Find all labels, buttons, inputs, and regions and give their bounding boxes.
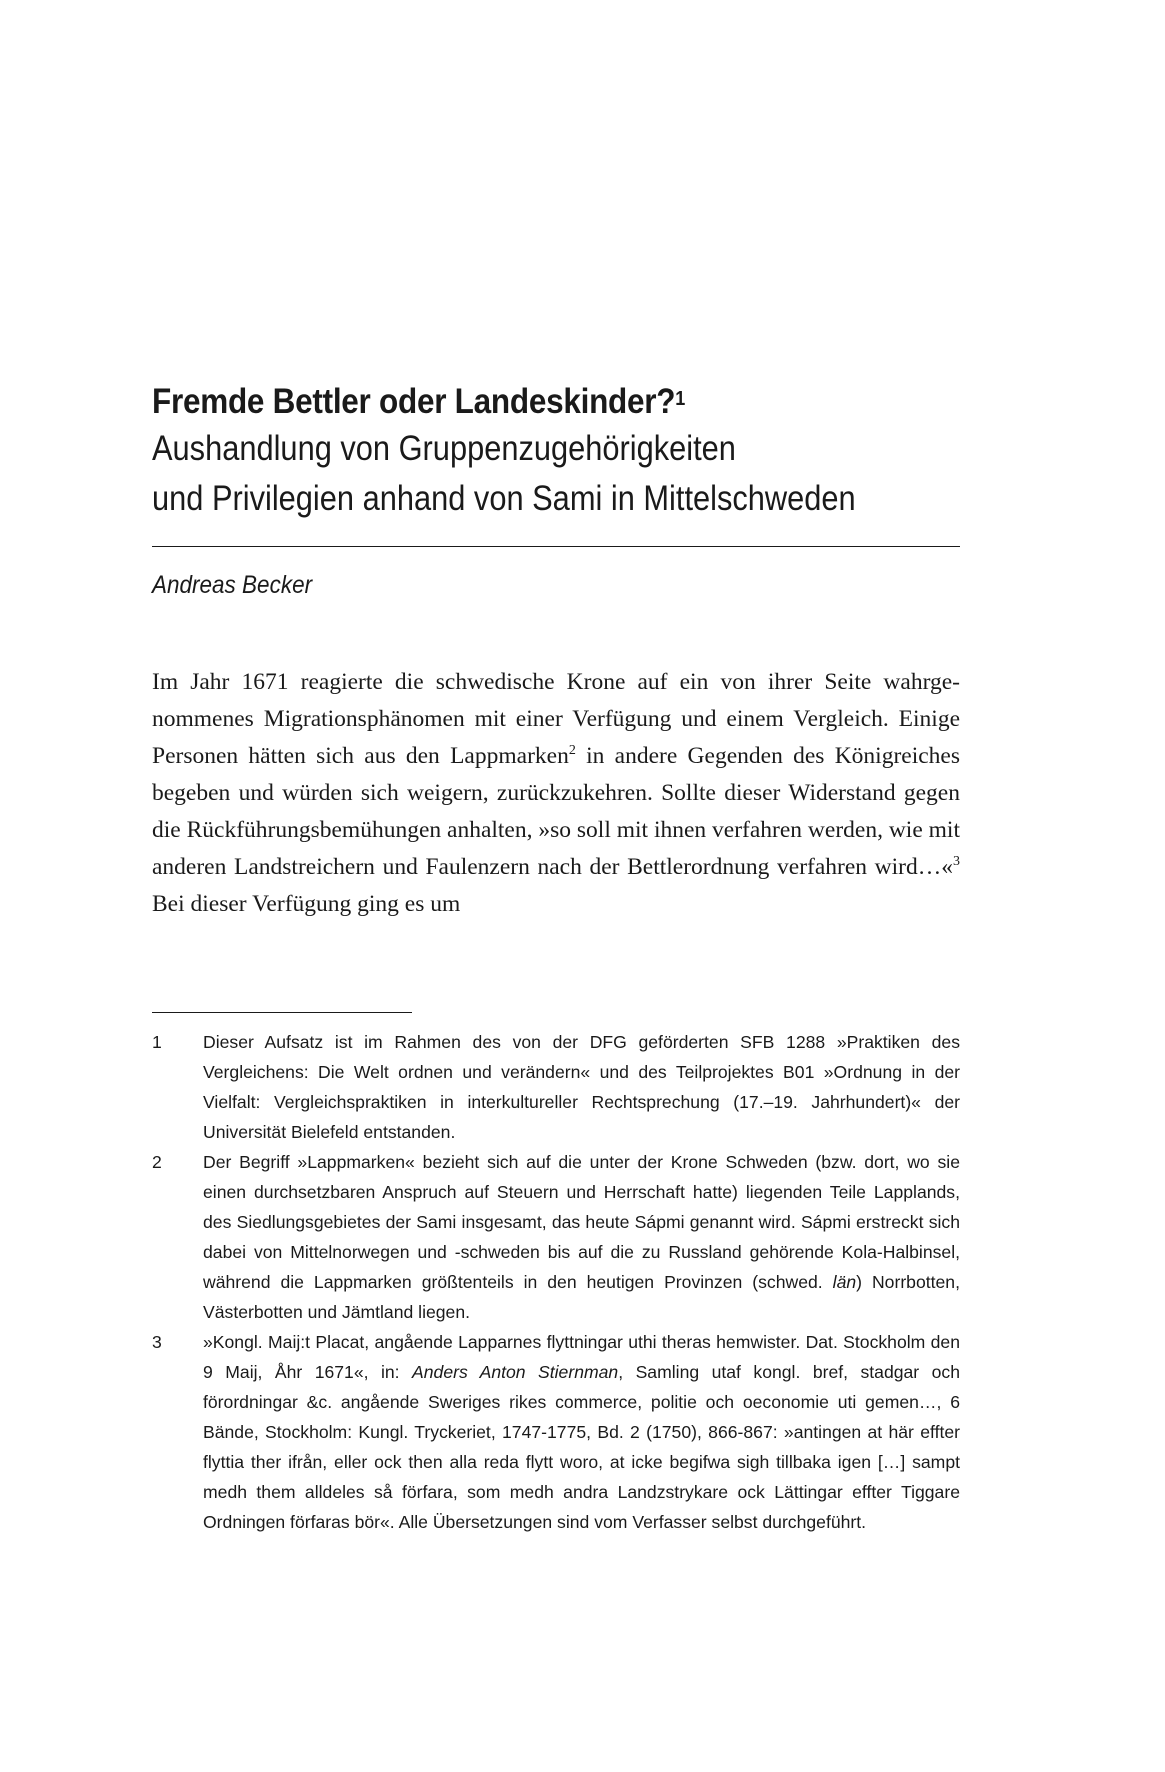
footnote-italic-term: län [832,1272,857,1292]
footnote-text-part: ) Norrbotten, Västerbotten und Jämtland liegen. [203,1272,960,1322]
title-footnote-ref[interactable]: 1 [675,388,685,410]
author-name: Andreas Becker [152,571,313,599]
footnote-number: 2 [152,1152,162,1172]
body-segment-2: in andere Gegenden des Königreiches begeben und würden sich weigern, zurückzukehren. Sollte dieser Widerstand gegen die Rückführungsbemühungen anhalten, »so soll mit ihnen verfahren werden, wie mit anderen Landstreichern und Faulenzern nach der Bettlerordnung verfahren wird…« [152,743,960,880]
article-subtitle-line-1: Aushandlung von Gruppenzugehörigkeiten [152,429,736,468]
footnote-1 [152,1027,960,1147]
footnote-text-part: »Kongl. Maij:t Placat, angående Lapparnes flyttningar uthi theras hemwister. Dat. Stockholm den 9 Maij, Åhr 1671«, in: [203,1332,960,1382]
footnote-ref-3[interactable]: 3 [953,854,960,870]
footnote-text-part: , Samling utaf kongl. bref, stadgar och förordningar &c. angående Sweriges rikes commerce, politie och oeconomie uti gemen…, 6 Bände, Stockholm: Kungl. Tryckeriet, 1747-1775, Bd. 2 (1750), 866-867: »antingen at här effter flyttia ther ifrån, eller ock then alla reda flytt woro, at icke begifwa sigh tillbaka igen […] sampt medh them alldeles så förfara, som medh andra Landzstrykare ock Lättingar effter Tiggare Ordningen förfaras bör«. Alle Übersetzungen sind vom Verfasser selbst durchgeführt. [203,1362,961,1532]
title-text: Fremde Bettler oder Landeskinder? [152,382,676,421]
title-divider [152,546,960,547]
footnote-separator [152,1012,412,1013]
body-paragraph [152,664,960,923]
footnote-3 [152,1327,960,1537]
footnote-text: Dieser Aufsatz ist im Rahmen des von der DFG geförderten SFB 1288 »Praktiken des Vergleichens: Die Welt ordnen und verändern« und des Teilprojektes B01 »Ordnung in der Vielfalt: Vergleichspraktiken in interkultureller Rechtsprechung (17.–19. Jahrhundert)« der Universität Bielefeld entstanden. [203,1032,960,1142]
body-segment-1: Im Jahr 1671 reagierte die schwedische Krone auf ein von ihrer Seite wahrgenommenes Migrationsphänomen mit einer Verfügung und einem Vergleich. Einige Personen hätten sich aus den Lappmarken [152,669,960,769]
footnotes [152,1027,960,1537]
footnote-ref-2[interactable]: 2 [568,743,576,759]
footnote-italic-author: Anders Anton Stiernman [412,1362,619,1382]
article-subtitle-line-2: und Privilegien anhand von Sami in Mittelschweden [152,479,856,518]
footnote-text-part: Der Begriff »Lappmarken« bezieht sich auf die unter der Krone Schweden (bzw. dort, wo sie einen durchsetzbaren Anspruch auf Steuern und Herrschaft hatte) liegenden Teile Lapplands, des Siedlungsgebietes der Sami insgesamt, das heute Sápmi genannt wird. Sápmi erstreckt sich dabei von Mittelnorwegen und -schweden bis auf die zu Russland gehörende Kola-Halbinsel, während die Lappmarken größtenteils in den heutigen Provinzen (schwed. [203,1152,960,1292]
footnote-text [203,1147,960,1327]
footnote-number: 3 [152,1332,162,1352]
article-title [152,380,879,424]
footnote-2 [152,1147,960,1327]
body-segment-3: Bei dieser Verfügung ging es um [152,891,461,917]
footnote-number: 1 [152,1032,162,1052]
footnote-text [203,1327,960,1537]
article-header [152,380,960,923]
